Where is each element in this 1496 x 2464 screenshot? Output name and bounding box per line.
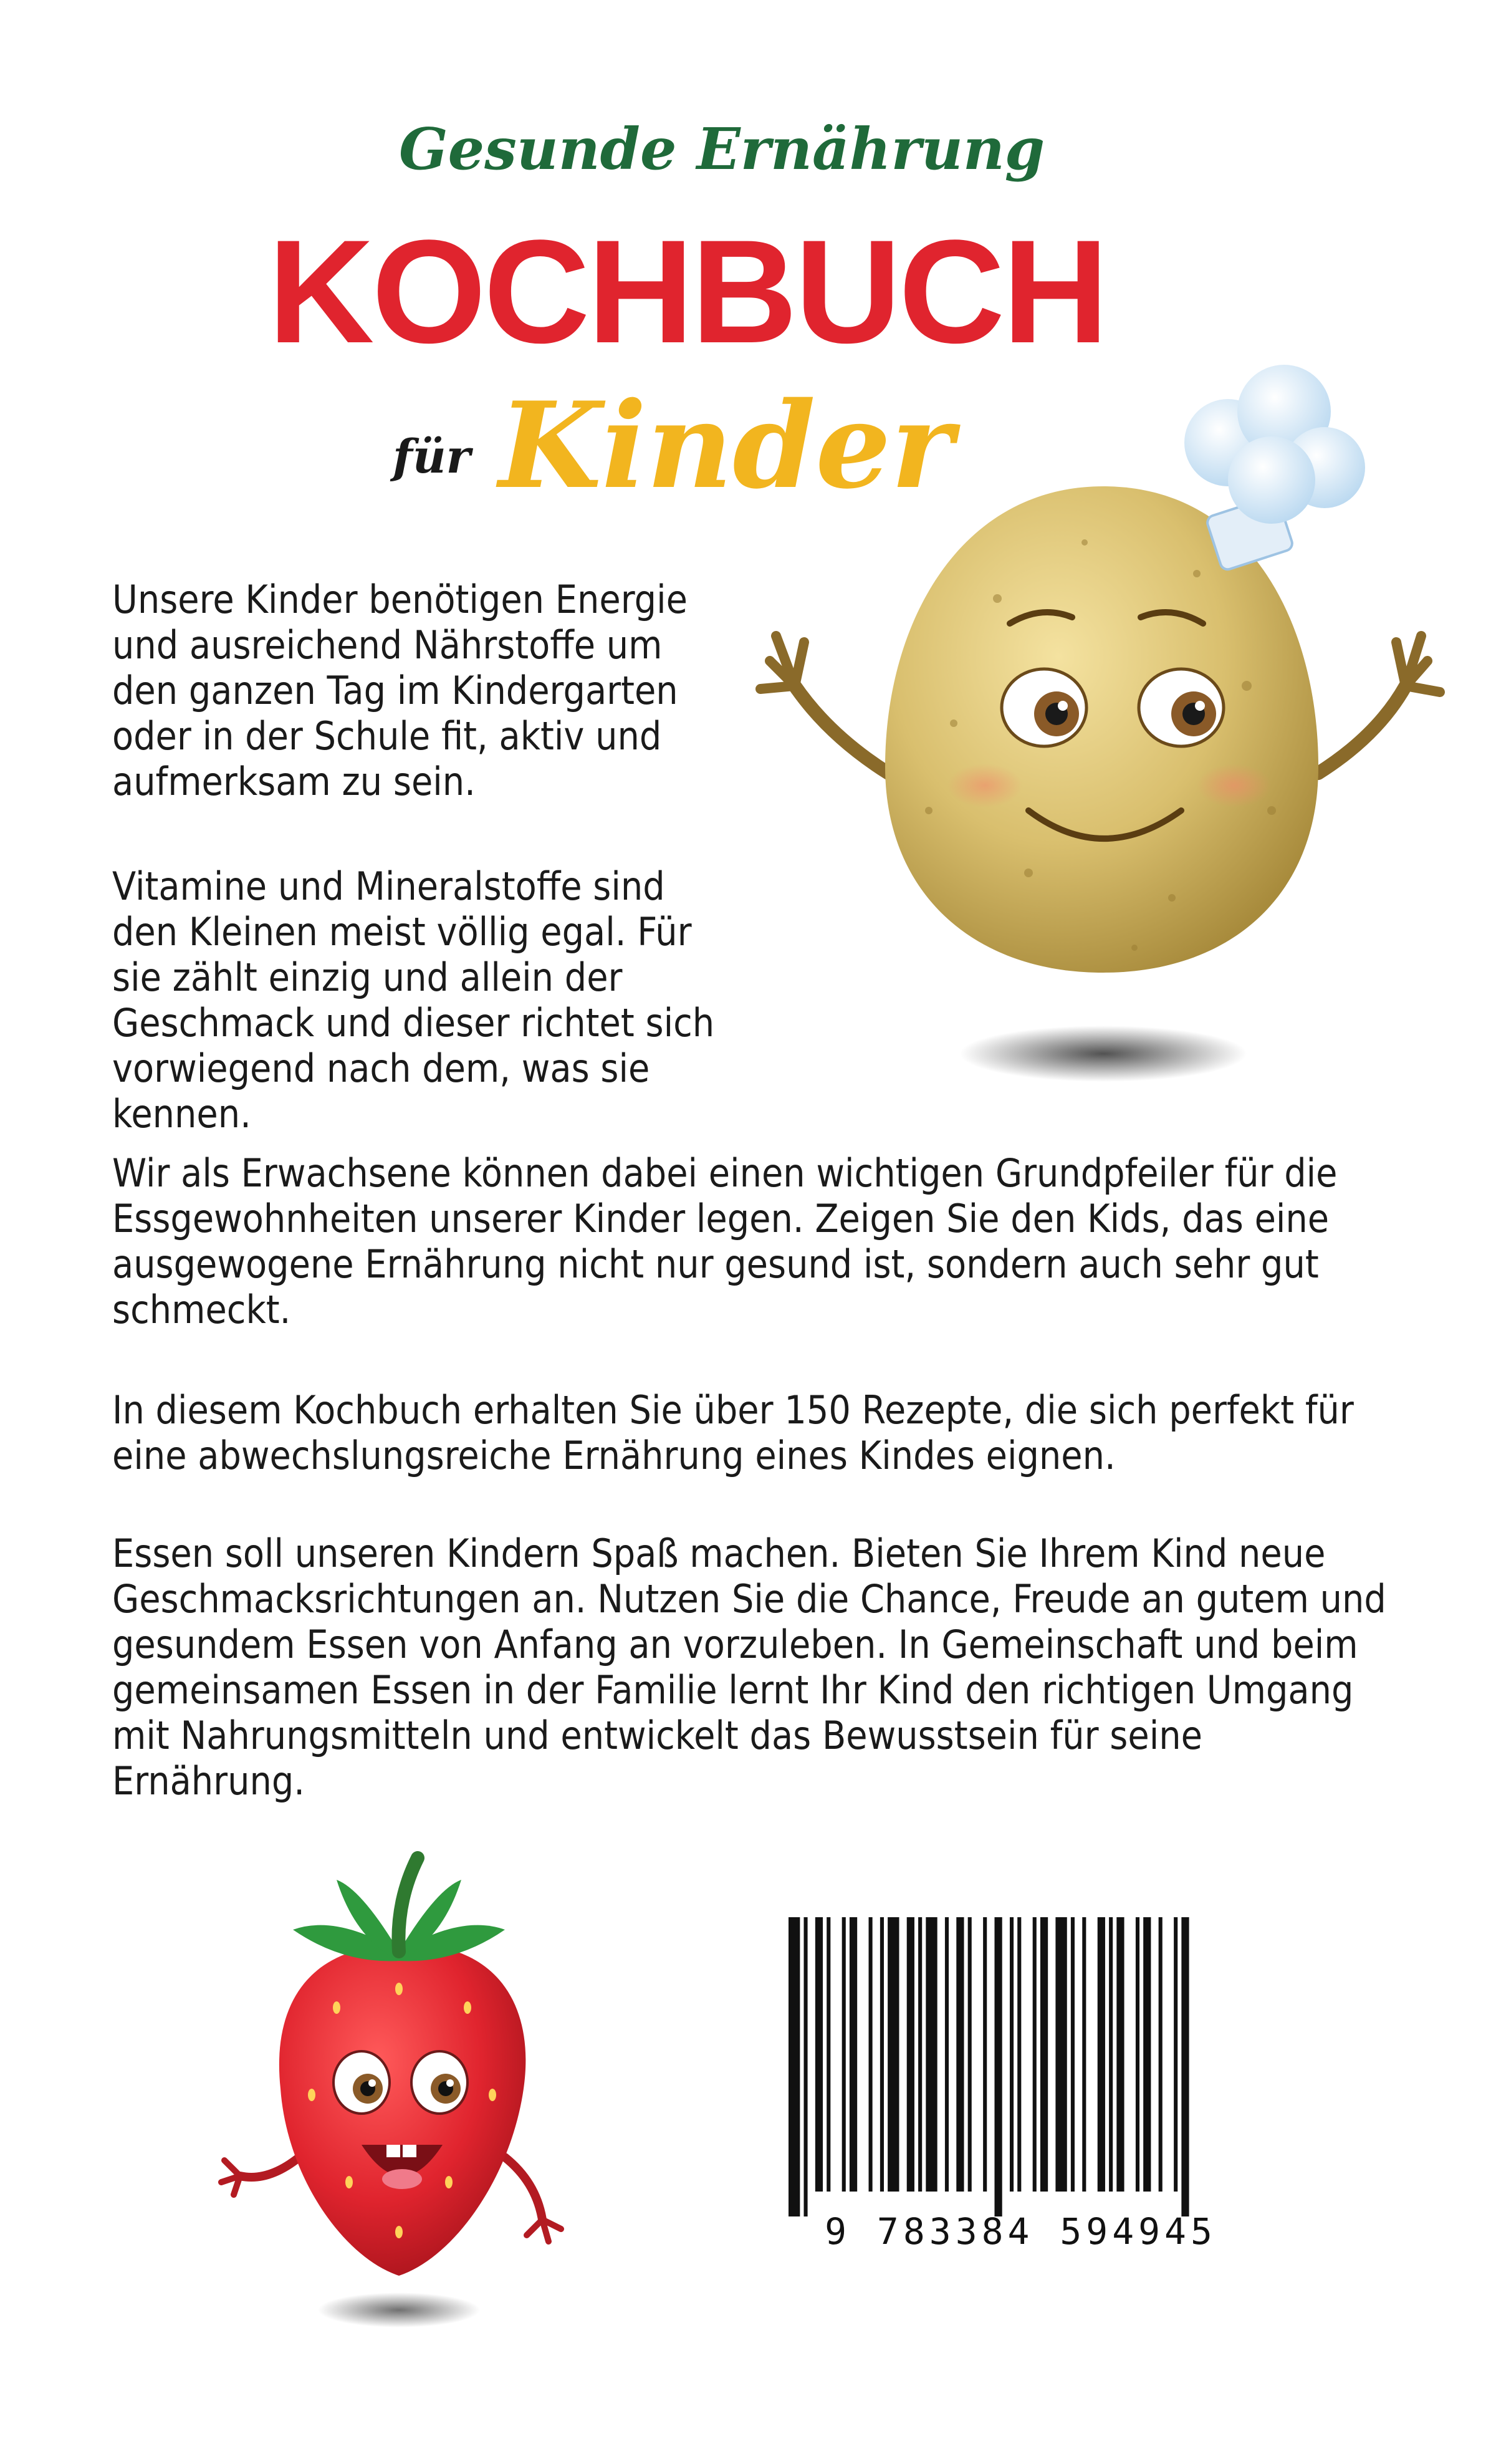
barcode-bar xyxy=(1055,1917,1067,2192)
for-word: für xyxy=(393,430,471,484)
paragraph-fun: Essen soll unseren Kindern Spaß machen. Bieten Sie Ihrem Kind neue Geschmacksrichtungen an. Nutzen Sie die Chance, Freude an gutem und gesundem Essen von Anfang an vorzuleben. In Gemeinschaft und beim gemeinsamen Essen in der Familie lernt Ihr Kind den richtigen Umgang mit Nahrungsmitteln und entwickelt das Bewusstsein für seine Ernährung. xyxy=(112,1531,1386,1804)
vitamins-paragraph xyxy=(112,864,785,1137)
kinder-word: Kinder xyxy=(499,376,954,515)
barcode-bar xyxy=(926,1917,937,2192)
barcode-bar xyxy=(1071,1917,1075,2192)
barcode-bar xyxy=(1143,1917,1151,2192)
barcode-bar xyxy=(945,1917,949,2192)
adults-paragraph xyxy=(112,1150,1459,1332)
barcode-bar xyxy=(789,1917,800,2216)
barcode-bar xyxy=(1136,1917,1139,2192)
barcode-digits: 9 783384 594945 xyxy=(825,2210,1217,2253)
barcode-bar xyxy=(1033,1917,1037,2192)
paragraph-vitamins: Vitamine und Mineralstoffe sind den Kleinen meist völlig egal. Für sie zählt einzig und allein der Geschmack und dieser richtet sich vorwiegend nach dem, was sie kennen. xyxy=(112,864,715,1137)
barcode-bar xyxy=(827,1917,830,2192)
barcode-bar xyxy=(1010,1917,1014,2192)
recipes-paragraph xyxy=(112,1387,1459,1478)
barcode-bar xyxy=(1098,1917,1105,2192)
barcode-bar xyxy=(994,1917,1002,2216)
paragraph-recipes: In diesem Kochbuch erhalten Sie über 150 Rezepte, die sich perfekt für eine abwechslungsreiche Ernährung eines Kindes eignen. xyxy=(112,1387,1354,1478)
barcode-bar xyxy=(869,1917,873,2192)
paragraph-adults: Wir als Erwachsene können dabei einen wichtigen Grundpfeiler für die Essgewohnheiten unserer Kinder legen. Zeigen Sie den Kids, das eine ausgewogene Ernährung nicht nur gesund ist, sondern auch sehr gut schmeckt. xyxy=(112,1150,1338,1332)
strawberry-illustration xyxy=(212,1821,598,2332)
barcode-bar xyxy=(888,1917,899,2192)
barcode-bar xyxy=(1159,1917,1163,2192)
barcode-bar xyxy=(1082,1917,1086,2192)
barcode-bar xyxy=(1181,1917,1189,2216)
cover-subtitle: Gesunde Ernährung xyxy=(399,115,1045,183)
barcode-bar xyxy=(956,1917,964,2192)
barcode-bar xyxy=(880,1917,884,2192)
paragraph-energy: Unsere Kinder benötigen Energie und ausreichend Nährstoffe um den ganzen Tag im Kindergarten oder in der Schule fit, aktiv und aufmerksam zu sein. xyxy=(112,577,688,804)
barcode-bar xyxy=(1109,1917,1113,2192)
barcode-bar xyxy=(968,1917,972,2192)
intro-paragraph xyxy=(112,577,785,804)
barcode-bar xyxy=(850,1917,857,2192)
barcode-bar xyxy=(907,1917,914,2192)
barcode-bar xyxy=(1040,1917,1048,2192)
barcode-bar xyxy=(842,1917,846,2192)
potato-chef-illustration xyxy=(736,337,1459,1110)
barcode-bar xyxy=(1017,1917,1021,2192)
barcode-bar xyxy=(803,1917,807,2216)
barcode-bar xyxy=(1116,1917,1124,2192)
fun-paragraph xyxy=(112,1531,1459,1804)
barcode-bar xyxy=(918,1917,922,2192)
cover-title: KOCHBUCH xyxy=(268,209,1106,374)
barcode-bar xyxy=(983,1917,987,2192)
isbn-barcode xyxy=(776,1917,1265,2266)
barcode-bar xyxy=(1174,1917,1177,2192)
barcode-bar xyxy=(815,1917,823,2192)
